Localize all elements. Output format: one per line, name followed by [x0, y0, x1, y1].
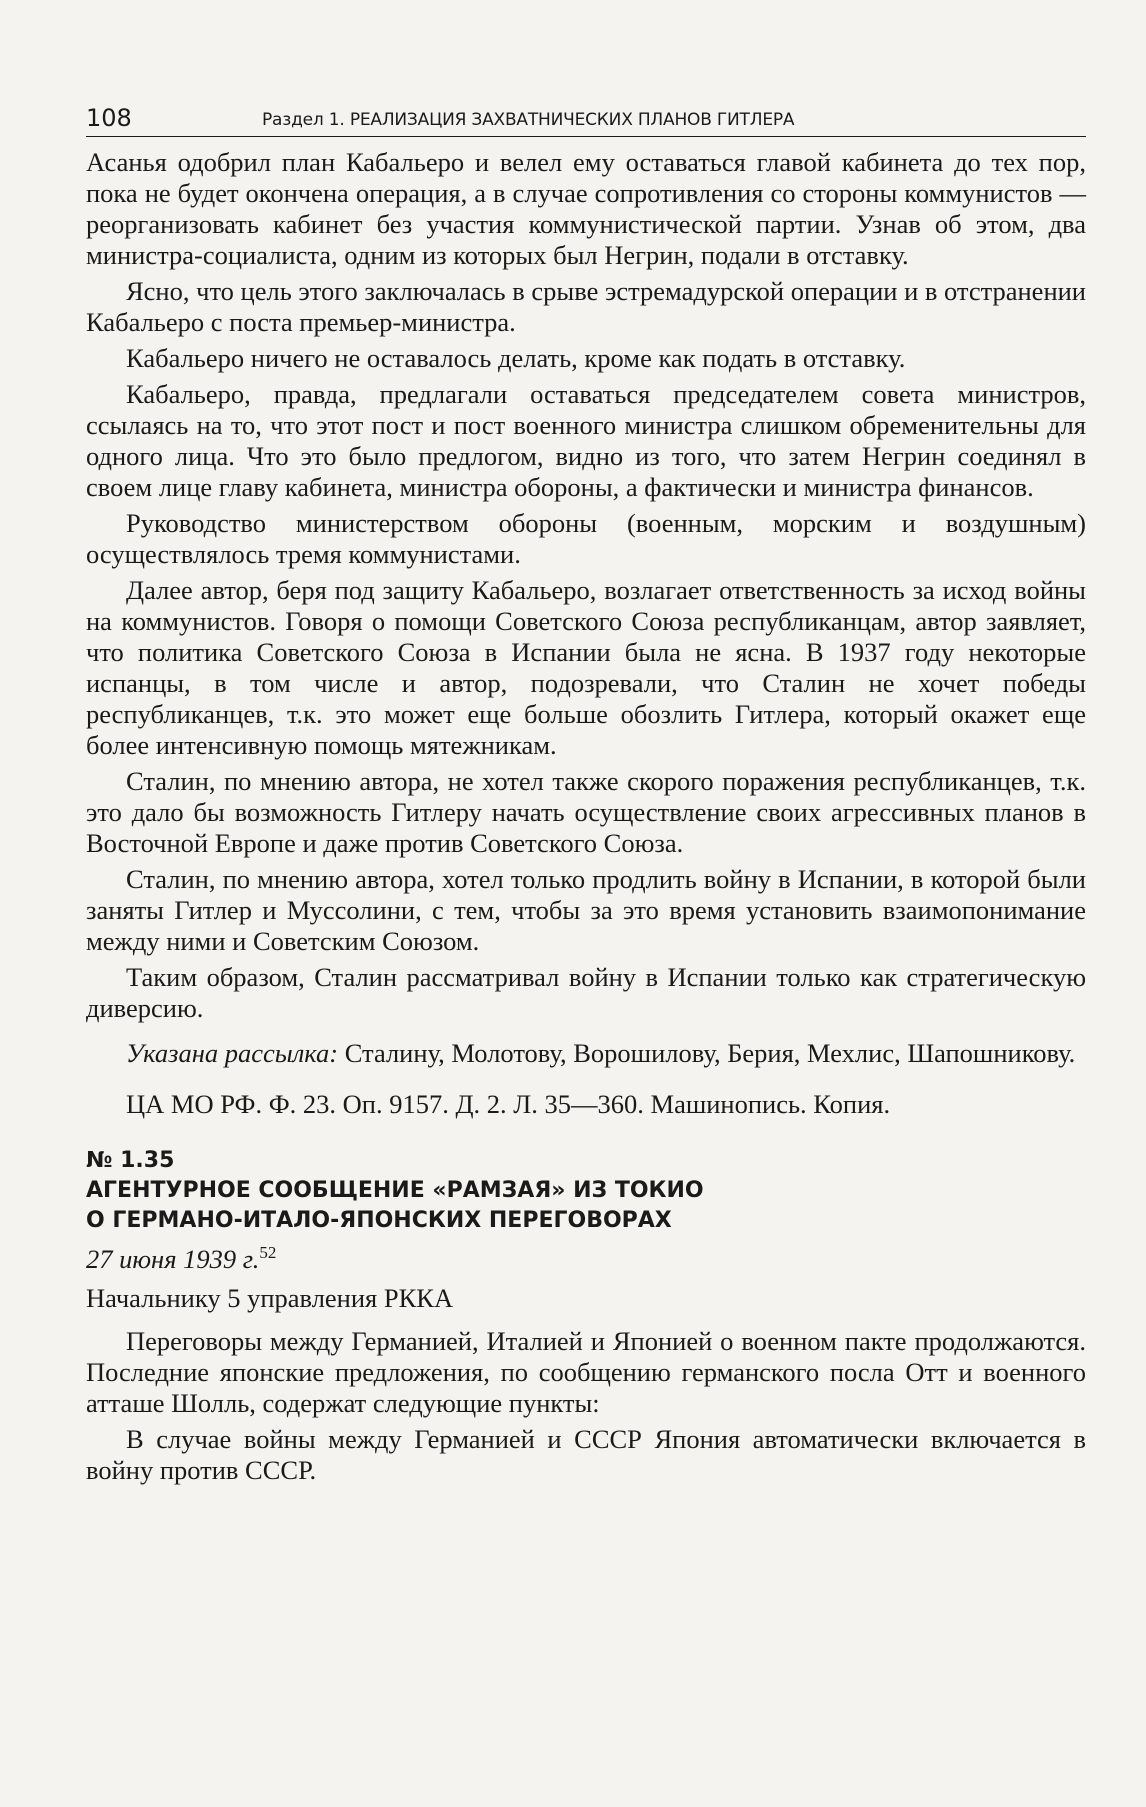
paragraph: В случае войны между Германией и СССР Япония автоматически включается в войну против СССР. [86, 1424, 1086, 1485]
paragraph: Таким образом, Сталин рассматривал войну в Испании только как стратегическую диверсию. [86, 962, 1086, 1023]
page-number: 108 [86, 104, 132, 132]
paragraph: Асанья одобрил план Кабальеро и велел ему оставаться главой кабинета до тех пор, пока не будет окончена операция, а в случае сопротивления со стороны коммунистов — реорганизовать кабинет без участия коммунистической партии. Узнав об этом, два министра-социалиста, одним из которых был Негрин, подали в отставку. [86, 147, 1086, 270]
paragraph: Переговоры между Германией, Италией и Японией о военном пакте продолжаются. Последние японские предложения, по сообщению германского посла Отт и военного атташе Шолль, содержат следующие пункты: [86, 1326, 1086, 1418]
paragraph: Далее автор, беря под защиту Кабальеро, возлагает ответственность за исход войны на коммунистов. Говоря о помощи Советского Союза республиканцам, автор заявляет, что политика Советского Союза в Испании была не ясна. В 1937 году некоторые испанцы, в том числе и автор, подозревали, что Сталин не хочет победы республиканцев, т.к. это может еще больше обозлить Гитлера, который окажет еще более интенсивную помощь мятежникам. [86, 575, 1086, 760]
paragraph: Сталин, по мнению автора, не хотел также скорого поражения республиканцев, т.к. это дало бы возможность Гитлеру начать осуществление своих агрессивных планов в Восточной Европе и даже против Советского Союза. [86, 766, 1086, 858]
running-title: Раздел 1. РЕАЛИЗАЦИЯ ЗАХВАТНИЧЕСКИХ ПЛАНОВ ГИТЛЕРА [262, 110, 795, 130]
distribution-list: Сталину, Молотову, Ворошилову, Берия, Мехлис, Шапошникову. [338, 1038, 1076, 1068]
paragraph: Кабальеро, правда, предлагали оставаться председателем совета министров, ссылаясь на то, что этот пост и пост военного министра слишком обременительны для одного лица. Что это было предлогом, видно из того, что затем Негрин соединял в своем лице главу кабинета, министра обороны, а фактически и министра финансов. [86, 379, 1086, 502]
document-date-text: 27 июня 1939 г. [86, 1244, 260, 1274]
book-page [86, 96, 1086, 1491]
distribution-note [86, 1038, 1086, 1069]
document-title-line1: АГЕНТУРНОЕ СООБЩЕНИЕ «РАМЗАЯ» ИЗ ТОКИО [86, 1178, 704, 1203]
document-title-line2: О ГЕРМАНО-ИТАЛО-ЯПОНСКИХ ПЕРЕГОВОРАХ [86, 1208, 672, 1233]
footnote-marker: 52 [259, 1243, 277, 1262]
archive-reference: ЦА МО РФ. Ф. 23. Оп. 9157. Д. 2. Л. 35—360. Машинопись. Копия. [126, 1089, 891, 1119]
document-number: № 1.35 [86, 1148, 175, 1173]
document-date [86, 1244, 1086, 1275]
document-heading [86, 1146, 1086, 1236]
addressee: Начальнику 5 управления РККА [86, 1283, 454, 1313]
main-text [86, 147, 1086, 1486]
page-header [86, 96, 1086, 137]
paragraph: Ясно, что цель этого заключалась в срыве эстремадурской операции и в отстранении Кабальеро с поста премьер-министра. [86, 276, 1086, 337]
distribution-label: Указана рассылка: [126, 1038, 339, 1068]
paragraph: Сталин, по мнению автора, хотел только продлить войну в Испании, в которой были заняты Гитлер и Муссолини, с тем, чтобы за это время установить взаимопонимание между ними и Советским Союзом. [86, 864, 1086, 956]
paragraph: Кабальеро ничего не оставалось делать, кроме как подать в отставку. [126, 343, 906, 373]
paragraph: Руководство министерством обороны (военным, морским и воздушным) осуществлялось тремя коммунистами. [86, 508, 1086, 569]
